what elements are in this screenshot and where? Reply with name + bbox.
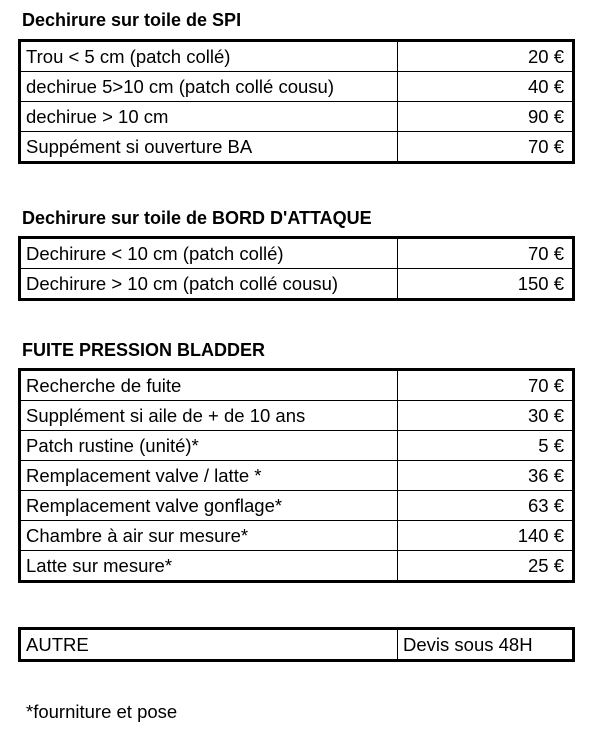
- section-title-bord-attaque: Dechirure sur toile de BORD D'ATTAQUE: [22, 208, 372, 228]
- autre-value: Devis sous 48H: [398, 629, 574, 661]
- table-row: [20, 521, 574, 551]
- price-table-bord-attaque: [18, 236, 575, 301]
- table-row: [20, 41, 574, 72]
- row-price: 40 €: [398, 72, 574, 102]
- row-label: Latte sur mesure*: [20, 551, 398, 582]
- autre-label: AUTRE: [20, 629, 398, 661]
- row-label: Dechirure < 10 cm (patch collé): [20, 238, 398, 269]
- table-row: [20, 132, 574, 163]
- table-row: [20, 431, 574, 461]
- table-row: [20, 551, 574, 582]
- price-table-spi: [18, 39, 575, 164]
- table-row: [20, 269, 574, 300]
- table-row: [20, 401, 574, 431]
- row-price: 30 €: [398, 401, 574, 431]
- table-row: [20, 461, 574, 491]
- row-price: 70 €: [398, 238, 574, 269]
- row-price: 90 €: [398, 102, 574, 132]
- section-title-spi: Dechirure sur toile de SPI: [22, 10, 242, 30]
- table-row: [20, 370, 574, 401]
- price-table-autre: [18, 627, 575, 662]
- row-label: Suppément si ouverture BA: [20, 132, 398, 163]
- row-price: 5 €: [398, 431, 574, 461]
- row-label: Remplacement valve gonflage*: [20, 491, 398, 521]
- row-label: Recherche de fuite: [20, 370, 398, 401]
- row-price: 36 €: [398, 461, 574, 491]
- table-row: [20, 102, 574, 132]
- table-row: [20, 238, 574, 269]
- row-price: 150 €: [398, 269, 574, 300]
- row-price: 140 €: [398, 521, 574, 551]
- price-table-bladder: [18, 368, 575, 583]
- row-label: dechirue 5>10 cm (patch collé cousu): [20, 72, 398, 102]
- row-price: 70 €: [398, 132, 574, 163]
- table-row: [20, 629, 574, 661]
- row-price: 70 €: [398, 370, 574, 401]
- section-title-bladder: FUITE PRESSION BLADDER: [22, 340, 266, 360]
- table-row: [20, 491, 574, 521]
- table-row: [20, 72, 574, 102]
- footnote: *fourniture et pose: [26, 701, 178, 722]
- row-price: 20 €: [398, 41, 574, 72]
- row-label: Trou < 5 cm (patch collé): [20, 41, 398, 72]
- row-label: Chambre à air sur mesure*: [20, 521, 398, 551]
- row-label: Remplacement valve / latte *: [20, 461, 398, 491]
- row-price: 63 €: [398, 491, 574, 521]
- row-price: 25 €: [398, 551, 574, 582]
- row-label: Patch rustine (unité)*: [20, 431, 398, 461]
- row-label: Supplément si aile de + de 10 ans: [20, 401, 398, 431]
- row-label: Dechirure > 10 cm (patch collé cousu): [20, 269, 398, 300]
- row-label: dechirue > 10 cm: [20, 102, 398, 132]
